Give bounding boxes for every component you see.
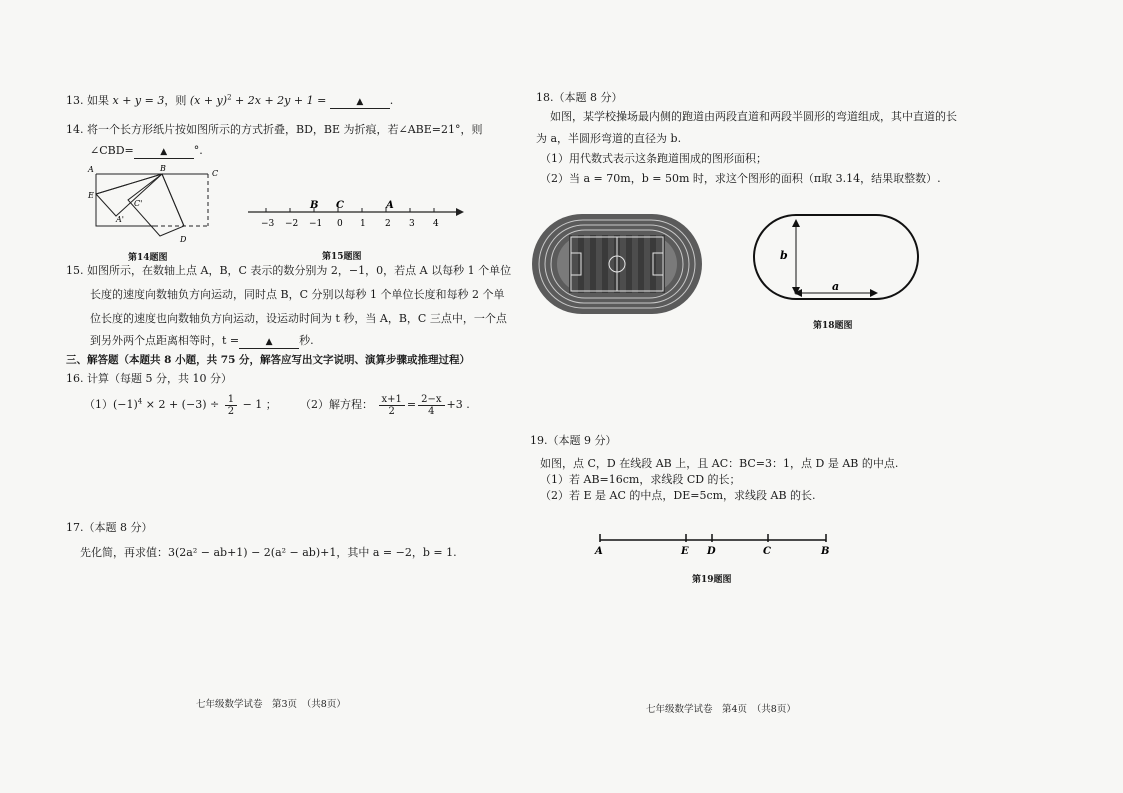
track-diagram [750,208,930,308]
figure-15-caption: 第15题图 [322,252,362,262]
seg-point-e: E [681,546,689,557]
fig15-tick-label: 3 [409,219,415,229]
question-15-line3: 位长度的速度也向数轴负方向运动，设运动时间为 t 秒，当 A，B，C 三点中，一个点 [90,312,507,325]
answer-blank: ▲ [134,147,194,159]
figure-19-segment [592,530,832,560]
page-footer-4: 七年级数学试卷 第4页 （共8页） [646,704,796,715]
question-17-text: 先化简，再求值：3(2a² − ab+1) − 2(a² − ab)+1，其中 a = −2，b = 1. [80,546,457,559]
question-16-part1: $(1)(-1)^4 \times 2 + (-3)$ ÷ $\frac{1}{2}$ − 1 ； [84,393,277,417]
exam-page-3 [0,0,530,793]
seg-point-d: D [707,546,716,557]
fig15-tick-label: −2 [285,219,299,229]
question-15-line1: 15. 如图所示，在数轴上点 A，B，C 表示的数分别为 2，−1，0，若点 A 以每秒 1 个单位 [66,264,512,277]
question-19-part2: （2）若 E 是 AC 的中点，DE=5cm，求线段 AB 的长. [540,489,816,502]
fig14-label-a: A [88,165,94,174]
question-19-title: 19.（本题 9 分） [530,434,617,447]
fig15-tick-label: 1 [360,219,366,229]
exam-page-4 [530,0,1123,793]
fig14-label-c-prime: C' [134,199,143,208]
question-16-title: 16. 计算（每题 5 分，共 10 分） [66,372,232,385]
fig15-tick-label: −1 [309,219,323,229]
figure-15-number-line [240,196,470,232]
fig15-tick-label: 4 [433,219,439,229]
fraction-one-half: $\frac{1}{2}$ [225,394,237,417]
stadium-track-photo [531,213,703,315]
fig14-label-c: C [212,169,219,178]
seg-point-a: A [595,546,603,557]
section-3-header: 三、解答题（本题共 8 小题，共 75 分，解答应写出文字说明、演算步骤或推理过程） [66,354,471,366]
fig14-label-a-prime: A' [116,215,124,224]
question-18-line1: 如图，某学校操场最内侧的跑道由两段直道和两段半圆形的弯道组成，其中直道的长 [550,110,957,123]
question-16-part2: （2）解方程： $\frac{x+1}{2}$ = $\frac{2-x}{4}$ +3 . [300,393,470,417]
question-13: 13. 如果 x + y = 3，则 $(x + y)^2 + 2x + 2y + 1$ = ▲ . [66,93,394,107]
fraction-2-minus-x: $\frac{2-x}{4}$ [418,394,444,417]
page-footer-3: 七年级数学试卷 第3页 （共8页） [196,699,346,710]
figure-14-folding [88,160,228,250]
fraction-x-plus-1: $\frac{x+1}{2}$ [379,394,405,417]
fig14-label-d: D [180,235,187,244]
fig15-point-b: B [310,200,319,211]
question-18-line2: 为 a，半圆形弯道的直径为 b. [536,132,682,145]
track-label-a: a [832,280,840,293]
question-19-part1: （1）若 AB=16cm，求线段 CD 的长； [540,473,741,486]
fig14-label-b: B [160,164,166,173]
figure-14-caption: 第14题图 [128,253,168,263]
fig14-label-e: E [88,191,94,200]
answer-blank: ▲ [330,97,390,109]
fig15-point-c: C [336,200,344,211]
fig15-tick-label: −3 [261,219,275,229]
answer-blank: ▲ [239,337,299,349]
seg-point-c: C [763,546,771,557]
fig15-tick-label: 2 [385,219,391,229]
figure-19-caption: 第19题图 [692,575,732,585]
question-18-part1: （1）用代数式表示这条跑道围成的图形面积； [540,152,767,165]
question-15-line2: 长度的速度向数轴负方向运动，同时点 B，C 分别以每秒 1 个单位长度和每秒 2 个单 [90,288,505,301]
question-15-line4: 到另外两个点距离相等时，t = ▲ 秒. [90,334,314,347]
seg-point-b: B [821,546,830,557]
question-18-part2: （2）当 a = 70m，b = 50m 时，求这个图形的面积（π取 3.14，结果取整数）. [540,172,941,185]
question-18-title: 18.（本题 8 分） [536,91,623,104]
fig15-point-a: A [386,200,394,211]
fig15-tick-label: 0 [337,219,343,229]
question-17-title: 17.（本题 8 分） [66,521,153,534]
question-19-line1: 如图，点 C，D 在线段 AB 上，且 AC：BC=3：1，点 D 是 AB 的中点. [540,457,899,470]
track-label-b: b [780,249,788,262]
figure-18-caption: 第18题图 [813,321,853,331]
question-14-line1: 14. 将一个长方形纸片按如图所示的方式折叠，BD，BE 为折痕，若∠ABE=21°，则 [66,123,483,136]
question-14-line2: ∠CBD= ▲ °. [90,144,203,157]
